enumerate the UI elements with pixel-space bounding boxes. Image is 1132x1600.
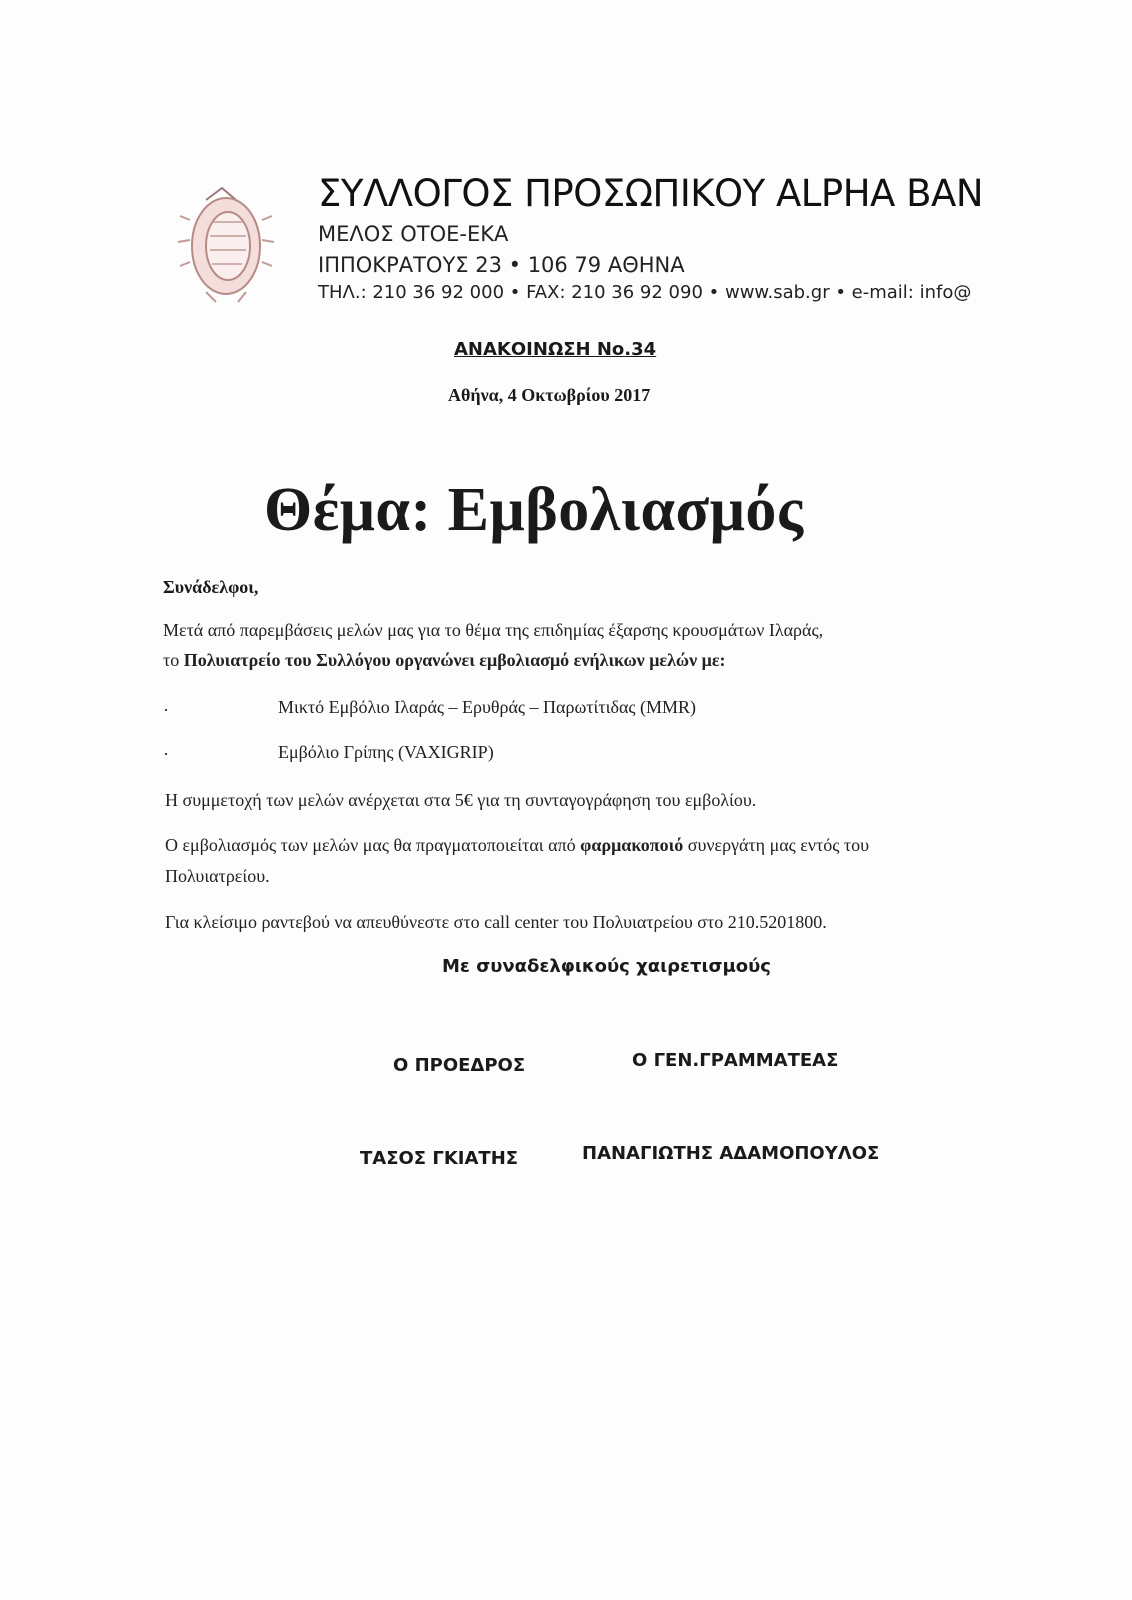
organization-name: ΣΥΛΛΟΓΟΣ ΠΡΟΣΩΠΙΚΟΥ ALPHA BAN — [318, 172, 983, 215]
paragraph-3-line-1 — [165, 835, 869, 856]
organization-membership: ΜΕΛΟΣ ΟΤΟΕ-ΕΚΑ — [318, 222, 509, 246]
paragraph-4: Για κλείσιμο ραντεβού να απευθύνεστε στο call center του Πολυιατρείου στο 210.5201800. — [165, 912, 827, 932]
signatory-role-president: Ο ΠΡΟΕΔΡΟΣ — [393, 1055, 526, 1076]
organization-contact: ΤΗΛ.: 210 36 92 000 • FAX: 210 36 92 090 • www.sab.gr • e-mail: info@ — [318, 282, 972, 303]
list-item: Μικτό Εμβόλιο Ιλαράς – Ερυθράς – Παρωτίτιδας (MMR) — [278, 697, 697, 717]
turtle-emblem-icon — [176, 180, 276, 308]
organization-address: ΙΠΠΟΚΡΑΤΟΥΣ 23 • 106 79 ΑΘΗΝΑ — [318, 253, 685, 277]
signatory-role-secretary: Ο ΓΕΝ.ΓΡΑΜΜΑΤΕΑΣ — [632, 1050, 839, 1071]
paragraph-1-prefix: το — [163, 650, 184, 670]
signatory-name-president: ΤΑΣΟΣ ΓΚΙΑΤΗΣ — [360, 1148, 519, 1169]
paragraph-3-suffix: συνεργάτη μας εντός του — [683, 835, 869, 855]
paragraph-1-line-2 — [163, 650, 726, 671]
organization-logo — [176, 180, 276, 308]
paragraph-3-bold: φαρμακοποιό — [580, 835, 684, 855]
signatory-name-secretary: ΠΑΝΑΓΙΩΤΗΣ ΑΔΑΜΟΠΟΥΛΟΣ — [582, 1143, 880, 1164]
closing-salutation: Με συναδελφικούς χαιρετισμούς — [442, 956, 771, 977]
paragraph-3-prefix: Ο εμβολιασμός των μελών μας θα πραγματοποιείται από — [165, 835, 581, 855]
paragraph-3-line-2: Πολυιατρείου. — [165, 866, 270, 886]
document-date: Αθήνα, 4 Οκτωβρίου 2017 — [448, 385, 651, 405]
bullet-marker: · — [163, 700, 169, 720]
document-subject: Θέμα: Εμβολιασμός — [264, 476, 804, 544]
bullet-marker: · — [163, 744, 169, 764]
paragraph-1-line-1: Μετά από παρεμβάσεις μελών μας για το θέμα της επιδημίας έξαρσης κρουσμάτων Ιλαράς, — [163, 620, 824, 640]
paragraph-1-bold: Πολυιατρείο του Συλλόγου οργανώνει εμβολιασμό ενήλικων μελών με: — [183, 650, 726, 670]
announcement-number: ΑΝΑΚΟΙΝΩΣΗ Νο.34 — [454, 339, 657, 360]
greeting: Συνάδελφοι, — [163, 577, 259, 597]
list-item: Εμβόλιο Γρίπης (VAXIGRIP) — [278, 742, 494, 762]
paragraph-2: Η συμμετοχή των μελών ανέρχεται στα 5€ για τη συνταγογράφηση του εμβολίου. — [165, 790, 757, 810]
